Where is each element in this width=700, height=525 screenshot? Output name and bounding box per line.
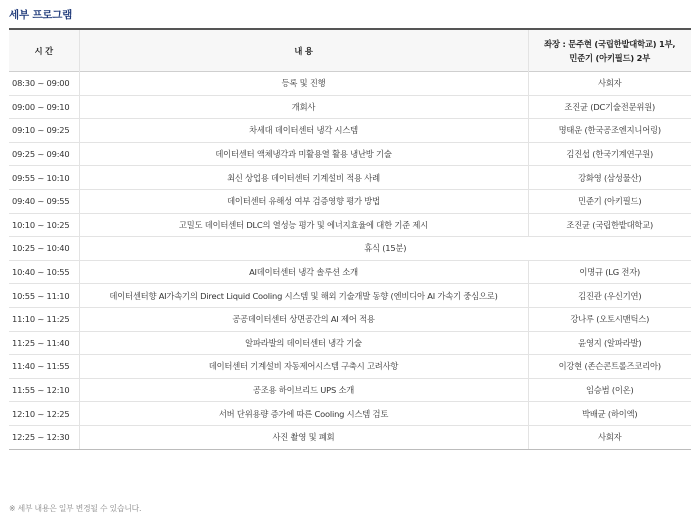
- table-row: [9, 378, 691, 402]
- session-speaker: 김진섭 (한국기계연구원): [528, 142, 691, 166]
- session-time: 12:25 ~ 12:30: [9, 425, 79, 449]
- session-title: 개회사: [79, 95, 528, 119]
- session-title: 데이터센터 기계설비 자동제어시스템 구축시 고려사항: [79, 355, 528, 379]
- chair-line-2: 민준기 (아키필드) 2부: [569, 52, 651, 63]
- session-title: 데이터센터 유해성 여부 검증영향 평가 방법: [79, 189, 528, 213]
- session-time: 09:25 ~ 09:40: [9, 142, 79, 166]
- table-header: [9, 29, 691, 72]
- session-time: 11:40 ~ 11:55: [9, 355, 79, 379]
- table-row: [9, 307, 691, 331]
- break-label: 휴식 (15분): [79, 237, 691, 261]
- session-title: 데이터센터향 AI가속기의 Direct Liquid Cooling 시스템 및 해외 기술개발 동향 (엔비디아 AI 가속기 중심으로): [79, 284, 528, 308]
- session-title: 차세대 데이터센터 냉각 시스템: [79, 119, 528, 143]
- session-time: 11:10 ~ 11:25: [9, 307, 79, 331]
- section-title: 세부 프로그램: [9, 9, 73, 21]
- session-speaker: 이강현 (존슨콘트롤즈코리아): [528, 355, 691, 379]
- session-time: 11:55 ~ 12:10: [9, 378, 79, 402]
- table-row: [9, 95, 691, 119]
- session-title: 등록 및 진행: [79, 72, 528, 96]
- session-title: AI데이터센터 냉각 솔루션 소개: [79, 260, 528, 284]
- session-time: 09:55 ~ 10:10: [9, 166, 79, 190]
- session-time: 09:10 ~ 09:25: [9, 119, 79, 143]
- table-row: [9, 166, 691, 190]
- session-time: 09:00 ~ 09:10: [9, 95, 79, 119]
- table-row: [9, 237, 691, 261]
- session-title: 최신 상업용 데이터센터 기계설비 적용 사례: [79, 166, 528, 190]
- session-title: 데이터센터 액체냉각과 미활용열 활용 냉난방 기술: [79, 142, 528, 166]
- header-chair: [528, 29, 691, 72]
- footnote: ※ 세부 내용은 일부 변경될 수 있습니다.: [9, 504, 142, 513]
- session-speaker: 김진관 (우신기연): [528, 284, 691, 308]
- table-row: [9, 355, 691, 379]
- session-speaker: 강화영 (삼성물산): [528, 166, 691, 190]
- session-speaker: 강나루 (오토시맨틱스): [528, 307, 691, 331]
- session-time: 11:25 ~ 11:40: [9, 331, 79, 355]
- table-row: [9, 331, 691, 355]
- program-table: [9, 28, 691, 450]
- table-row: [9, 189, 691, 213]
- session-title: 서버 단위용량 증가에 따른 Cooling 시스템 검토: [79, 402, 528, 426]
- session-speaker: 임승범 (이온): [528, 378, 691, 402]
- table-row: [9, 260, 691, 284]
- session-speaker: 윤영지 (알파라발): [528, 331, 691, 355]
- header-time: 시 간: [9, 29, 79, 72]
- session-speaker: 민준기 (아키필드): [528, 189, 691, 213]
- session-time: 10:25 ~ 10:40: [9, 237, 79, 261]
- table-row: [9, 425, 691, 449]
- table-row: [9, 402, 691, 426]
- table-row: [9, 142, 691, 166]
- session-speaker: 조진균 (DC기술전문위원): [528, 95, 691, 119]
- table-row: [9, 284, 691, 308]
- session-time: 10:10 ~ 10:25: [9, 213, 79, 237]
- session-time: 10:55 ~ 11:10: [9, 284, 79, 308]
- session-title: 공공데이터센터 상면공간의 AI 제어 적용: [79, 307, 528, 331]
- header-content: 내 용: [79, 29, 528, 72]
- session-speaker: 명태운 (한국공조엔지니어링): [528, 119, 691, 143]
- session-title: 공조용 하이브리드 UPS 소개: [79, 378, 528, 402]
- table-row: [9, 119, 691, 143]
- session-speaker: 이명규 (LG 전자): [528, 260, 691, 284]
- session-speaker: 사회자: [528, 72, 691, 96]
- table-row: [9, 72, 691, 96]
- session-speaker: 박배균 (하이엑): [528, 402, 691, 426]
- table-row: [9, 213, 691, 237]
- session-time: 09:40 ~ 09:55: [9, 189, 79, 213]
- session-speaker: 사회자: [528, 425, 691, 449]
- session-title: 사진 촬영 및 폐회: [79, 425, 528, 449]
- session-time: 10:40 ~ 10:55: [9, 260, 79, 284]
- chair-line-1: 좌장 : 문주현 (국립한밭대학교) 1부,: [544, 38, 676, 49]
- session-time: 12:10 ~ 12:25: [9, 402, 79, 426]
- table-body: [9, 72, 691, 450]
- session-time: 08:30 ~ 09:00: [9, 72, 79, 96]
- session-title: 고밀도 데이터센터 DLC의 열성능 평가 및 에너지효율에 대한 기준 제시: [79, 213, 528, 237]
- session-speaker: 조진균 (국립한밭대학교): [528, 213, 691, 237]
- session-title: 알파라발의 데이터센터 냉각 기술: [79, 331, 528, 355]
